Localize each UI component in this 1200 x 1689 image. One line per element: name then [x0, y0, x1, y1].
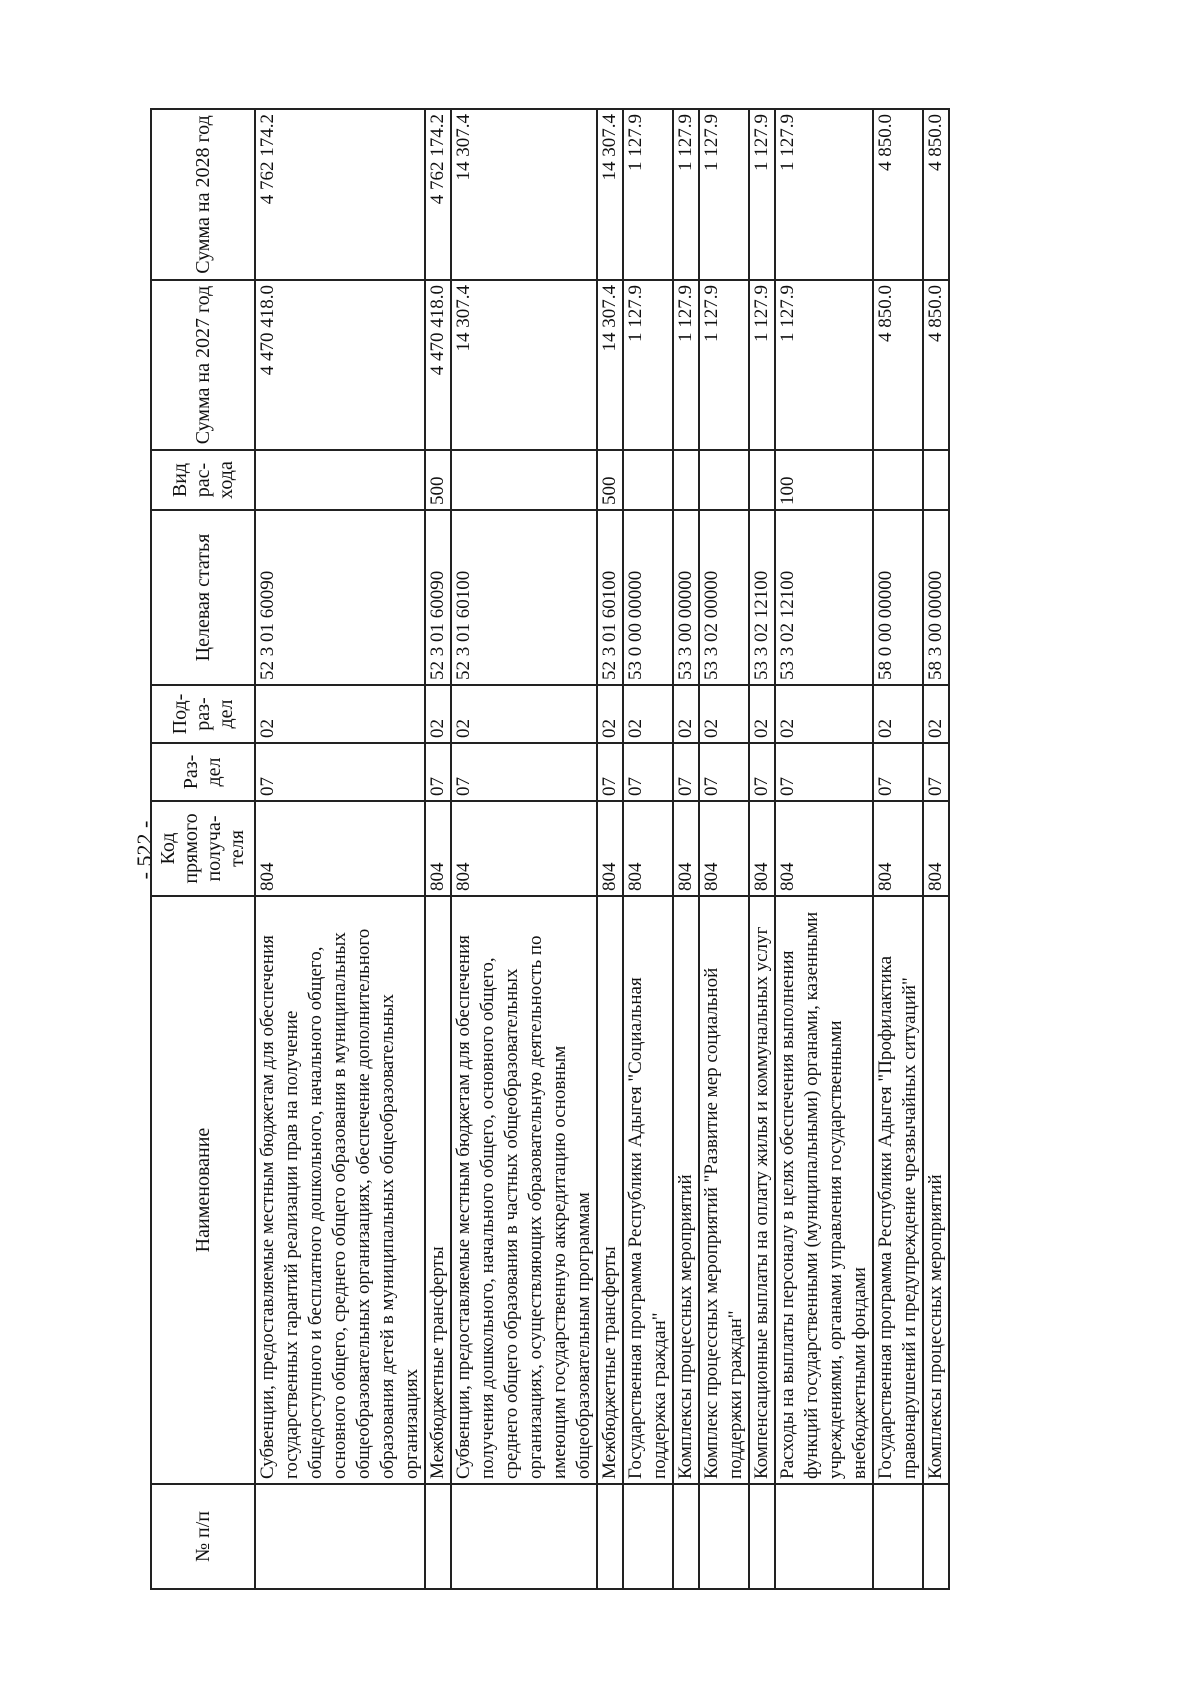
row-sum-2028: 4 850.0 — [873, 109, 923, 280]
row-recipient: 804 — [255, 801, 425, 896]
row-name: Комплекс процессных мероприятий "Развитие мер социальной поддержки граждан" — [699, 896, 749, 1484]
row-sum-2028: 4 762 174.2 — [425, 109, 451, 280]
row-target: 53 3 02 00000 — [699, 510, 749, 685]
row-sum-2028: 4 762 174.2 — [255, 109, 425, 280]
row-sum-2028: 1 127.9 — [623, 109, 673, 280]
row-target: 53 3 02 12100 — [775, 510, 873, 685]
row-name: Государственная программа Республики Адыгея "Социальная поддержка граждан" — [623, 896, 673, 1484]
row-target: 52 3 01 60100 — [451, 510, 597, 685]
row-expense-type — [923, 450, 949, 510]
row-expense-type: 500 — [597, 450, 623, 510]
row-sum-2027: 1 127.9 — [699, 280, 749, 450]
row-expense-type — [673, 450, 699, 510]
row-name: Расходы на выплаты персоналу в целях обеспечения выполнения функций государственными (муниципальными) органами, казенными учреждениями, органами управления государственными внебюджетными фондами — [775, 896, 873, 1484]
row-name: Межбюджетные трансферты — [425, 896, 451, 1484]
table-row — [425, 109, 451, 1589]
row-name: Комплексы процессных мероприятий — [673, 896, 699, 1484]
row-sum-2027: 1 127.9 — [749, 280, 775, 450]
row-sum-2028: 1 127.9 — [775, 109, 873, 280]
row-subsection: 02 — [255, 685, 425, 743]
header-sum-2028: Сумма на 2028 год — [151, 109, 255, 280]
row-recipient: 804 — [597, 801, 623, 896]
row-subsection: 02 — [699, 685, 749, 743]
row-recipient: 804 — [749, 801, 775, 896]
row-target: 53 3 00 00000 — [673, 510, 699, 685]
row-recipient: 804 — [873, 801, 923, 896]
row-expense-type — [873, 450, 923, 510]
table-row — [923, 109, 949, 1589]
row-no — [749, 1484, 775, 1589]
page-number: - 522 - — [132, 820, 157, 880]
row-recipient: 804 — [775, 801, 873, 896]
row-expense-type — [451, 450, 597, 510]
row-section: 07 — [451, 743, 597, 801]
row-recipient: 804 — [623, 801, 673, 896]
row-sum-2027: 14 307.4 — [451, 280, 597, 450]
row-section: 07 — [923, 743, 949, 801]
row-no — [623, 1484, 673, 1589]
row-sum-2028: 14 307.4 — [451, 109, 597, 280]
row-subsection: 02 — [425, 685, 451, 743]
row-sum-2028: 4 850.0 — [923, 109, 949, 280]
row-target: 53 0 00 00000 — [623, 510, 673, 685]
row-expense-type — [623, 450, 673, 510]
budget-table — [150, 108, 950, 1590]
row-sum-2028: 14 307.4 — [597, 109, 623, 280]
row-expense-type: 500 — [425, 450, 451, 510]
row-sum-2027: 4 850.0 — [873, 280, 923, 450]
row-name: Межбюджетные трансферты — [597, 896, 623, 1484]
row-sum-2027: 4 470 418.0 — [255, 280, 425, 450]
table-row — [749, 109, 775, 1589]
row-subsection: 02 — [775, 685, 873, 743]
table-row — [255, 109, 425, 1589]
row-sum-2027: 1 127.9 — [673, 280, 699, 450]
rotated-page-content — [122, 110, 1062, 1590]
row-section: 07 — [255, 743, 425, 801]
row-target: 58 3 00 00000 — [923, 510, 949, 685]
row-section: 07 — [623, 743, 673, 801]
row-sum-2027: 4 470 418.0 — [425, 280, 451, 450]
row-sum-2027: 1 127.9 — [775, 280, 873, 450]
row-no — [775, 1484, 873, 1589]
header-no: № п/п — [151, 1484, 255, 1589]
row-recipient: 804 — [673, 801, 699, 896]
row-section: 07 — [597, 743, 623, 801]
row-section: 07 — [699, 743, 749, 801]
row-no — [425, 1484, 451, 1589]
row-recipient: 804 — [699, 801, 749, 896]
row-subsection: 02 — [673, 685, 699, 743]
row-no — [451, 1484, 597, 1589]
row-expense-type — [749, 450, 775, 510]
row-subsection: 02 — [623, 685, 673, 743]
row-sum-2028: 1 127.9 — [749, 109, 775, 280]
row-sum-2028: 1 127.9 — [673, 109, 699, 280]
row-target: 52 3 01 60100 — [597, 510, 623, 685]
row-expense-type — [699, 450, 749, 510]
row-no — [873, 1484, 923, 1589]
row-no — [673, 1484, 699, 1589]
row-section: 07 — [775, 743, 873, 801]
row-recipient: 804 — [923, 801, 949, 896]
row-no — [923, 1484, 949, 1589]
row-section: 07 — [425, 743, 451, 801]
row-subsection: 02 — [451, 685, 597, 743]
row-name: Комплексы процессных мероприятий — [923, 896, 949, 1484]
table-row — [673, 109, 699, 1589]
table-row — [597, 109, 623, 1589]
row-subsection: 02 — [749, 685, 775, 743]
row-sum-2027: 1 127.9 — [623, 280, 673, 450]
row-name: Субвенции, предоставляемые местным бюджетам для обеспечения государственных гарантий реализации прав на получение общедоступного и бесплатного дошкольного, начального общего, основного общего, среднего общего образования в муниципальных общеобразовательных организациях, обеспечение дополнительного образования детей в муниципальных общеобразовательных организациях — [255, 896, 425, 1484]
row-expense-type: 100 — [775, 450, 873, 510]
header-recipient: Код прямого получа-теля — [151, 801, 255, 896]
row-recipient: 804 — [425, 801, 451, 896]
table-row — [775, 109, 873, 1589]
row-sum-2027: 14 307.4 — [597, 280, 623, 450]
row-target: 52 3 01 60090 — [255, 510, 425, 685]
row-no — [255, 1484, 425, 1589]
row-no — [699, 1484, 749, 1589]
row-subsection: 02 — [597, 685, 623, 743]
header-expense-type: Вид рас-хода — [151, 450, 255, 510]
row-name: Субвенции, предоставляемые местным бюджетам для обеспечения получения дошкольного, начального общего, основного общего, среднего общего образования в частных общеобразовательных организациях, осуществляющих образовательную деятельность по имеющим государственную аккредитацию основным общеобразовательным программам — [451, 896, 597, 1484]
row-recipient: 804 — [451, 801, 597, 896]
row-name: Компенсационные выплаты на оплату жилья и коммунальных услуг — [749, 896, 775, 1484]
row-target: 58 0 00 00000 — [873, 510, 923, 685]
table-row — [623, 109, 673, 1589]
table-header-row — [151, 109, 255, 1589]
header-target: Целевая статья — [151, 510, 255, 685]
row-expense-type — [255, 450, 425, 510]
header-section: Раз-дел — [151, 743, 255, 801]
table-row — [873, 109, 923, 1589]
row-sum-2028: 1 127.9 — [699, 109, 749, 280]
row-subsection: 02 — [873, 685, 923, 743]
table-row — [699, 109, 749, 1589]
header-name: Наименование — [151, 896, 255, 1484]
header-subsection: Под-раз-дел — [151, 685, 255, 743]
row-section: 07 — [673, 743, 699, 801]
table-row — [451, 109, 597, 1589]
row-section: 07 — [873, 743, 923, 801]
row-name: Государственная программа Республики Адыгея "Профилактика правонарушений и предупреждение чрезвычайных ситуаций" — [873, 896, 923, 1484]
row-section: 07 — [749, 743, 775, 801]
row-target: 53 3 02 12100 — [749, 510, 775, 685]
row-sum-2027: 4 850.0 — [923, 280, 949, 450]
row-subsection: 02 — [923, 685, 949, 743]
header-sum-2027: Сумма на 2027 год — [151, 280, 255, 450]
row-no — [597, 1484, 623, 1589]
row-target: 52 3 01 60090 — [425, 510, 451, 685]
